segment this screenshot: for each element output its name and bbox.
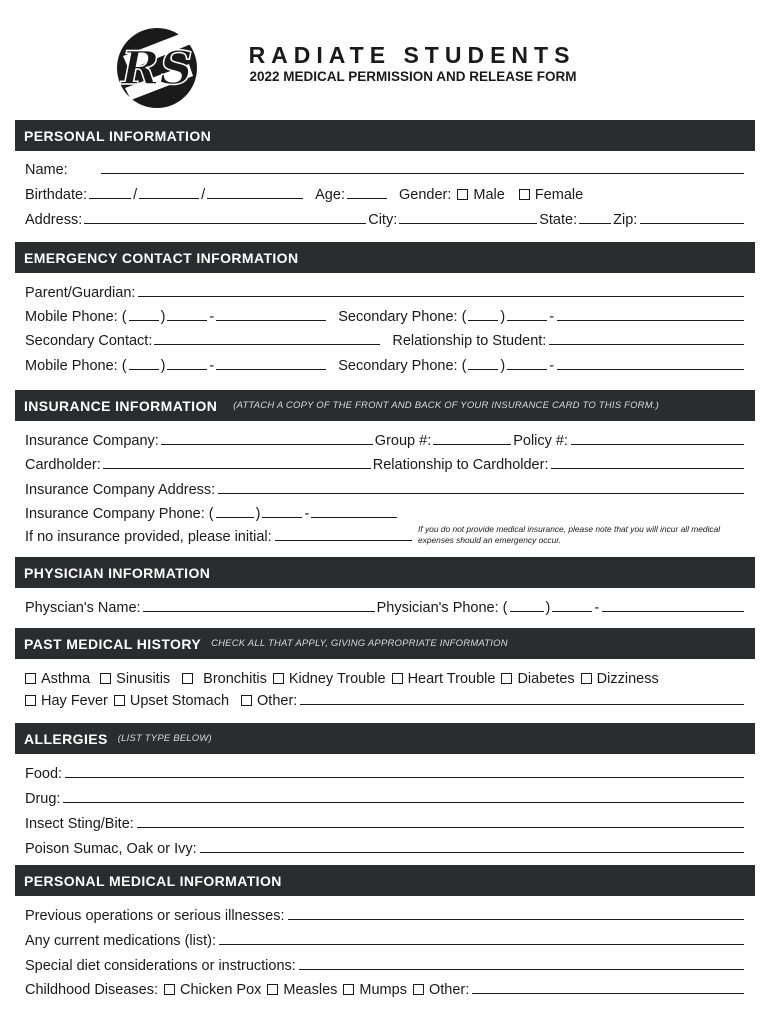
paren-close: ) [500,358,506,374]
section-heading: PERSONAL MEDICAL INFORMATION [24,872,282,889]
other-condition-field[interactable] [300,703,744,705]
dash: - [209,309,215,325]
mobile-phone-label: Mobile Phone: ( [25,309,127,325]
history-row-1 [25,667,747,687]
birth-year-field[interactable] [207,197,303,199]
parent-field[interactable] [138,295,744,297]
disease-label: Mumps [359,982,407,998]
insurance-address-row [25,478,747,498]
section-medical-history [15,628,755,659]
form-header [0,0,770,115]
condition-label: Dizziness [596,671,659,687]
paren-close: ) [500,309,506,325]
other-condition-checkbox[interactable] [241,695,252,706]
condition-label: Kidney Trouble [288,671,386,687]
mobile-phone-label: Mobile Phone: ( [25,358,127,374]
name-label: Name: [25,162,68,178]
physician-name-field[interactable] [143,610,375,612]
diabetes-checkbox[interactable] [501,673,512,684]
section-heading: PERSONAL INFORMATION [24,127,212,144]
history-row-2 [25,689,747,709]
section-insurance [15,390,755,421]
condition-label: Hay Fever [41,693,108,709]
mobile-prefix-field[interactable] [167,368,207,370]
other-label: Other: [428,982,470,998]
insurance-company-row [25,429,747,449]
relationship-student-label: Relationship to Student: [392,333,547,349]
secondary-contact-label: Secondary Contact: [25,333,153,349]
male-label: Male [473,187,505,203]
relationship-student-field[interactable] [549,343,744,345]
secondary-number-field[interactable] [557,368,744,370]
state-label: State: [539,212,578,228]
disease-label: Measles [283,982,338,998]
drug-allergy-row [25,787,747,807]
dizziness-checkbox[interactable] [581,673,592,684]
insurance-area-code-field[interactable] [216,516,254,518]
paren-close: ) [160,358,166,374]
zip-label: Zip: [613,212,638,228]
mobile-prefix-field[interactable] [167,319,207,321]
birth-day-field[interactable] [139,197,199,199]
section-heading: PHYSICIAN INFORMATION [24,564,211,581]
age-field[interactable] [347,197,387,199]
female-label: Female [534,187,584,203]
poison-allergy-row [25,837,747,857]
condition-label: Sinusitis [116,671,171,687]
other-label: Other: [257,693,298,709]
diet-label: Special diet considerations or instructions: [25,958,296,974]
city-label: City: [368,212,398,228]
other-disease-checkbox[interactable] [413,984,424,995]
date-separator: / [201,187,206,203]
disease-label: Chicken Pox [180,982,262,998]
birth-month-field[interactable] [89,197,131,199]
dash: - [304,506,310,522]
section-note: (ATTACH A COPY OF THE FRONT AND BACK OF YOUR INSURANCE CARD TO THIS FORM.) [233,400,660,411]
mobile-number-field[interactable] [216,368,326,370]
section-heading: PAST MEDICAL HISTORY [24,635,202,652]
secondary-phones-row [25,354,747,374]
parent-label: Parent/Guardian: [25,285,136,301]
secondary-prefix-field[interactable] [507,319,547,321]
physician-area-code-field[interactable] [510,610,544,612]
secondary-contact-row [25,329,747,349]
section-note: (LIST TYPE BELOW) [117,733,212,744]
insect-label: Insect Sting/Bite: [25,816,134,832]
insurance-company-label: Insurance Company: [25,433,159,449]
no-insurance-initial-field[interactable] [275,539,412,541]
cardholder-label: Cardholder: [25,457,101,473]
paren-close: ) [545,600,551,616]
cardholder-row [25,453,747,473]
sinusitis-checkbox[interactable] [100,673,111,684]
condition-label: Bronchitis [203,671,267,687]
age-label: Age: [315,187,345,203]
section-heading: INSURANCE INFORMATION [24,397,218,414]
address-row [25,208,747,228]
paren-close: ) [255,506,261,522]
mobile-area-code-field[interactable] [129,319,159,321]
childhood-label: Childhood Diseases: [25,982,158,998]
policy-field[interactable] [571,443,744,445]
physician-row [25,596,747,616]
physician-name-label: Physcian's Name: [25,600,141,616]
kidney-trouble-checkbox[interactable] [273,673,284,684]
food-allergy-field[interactable] [65,776,744,778]
secondary-area-code-field[interactable] [468,319,498,321]
emergency-phones-row [25,305,747,325]
gender-label: Gender: [398,187,452,203]
upset-stomach-checkbox[interactable] [114,695,125,706]
food-allergy-row [25,762,747,782]
secondary-number-field[interactable] [557,319,744,321]
policy-label: Policy #: [513,433,569,449]
date-separator: / [133,187,138,203]
no-insurance-row [25,525,415,545]
group-field[interactable] [433,443,511,445]
cardholder-field[interactable] [103,467,371,469]
city-field[interactable] [399,222,537,224]
condition-label: Asthma [41,671,91,687]
drug-label: Drug: [25,791,61,807]
state-field[interactable] [579,222,611,224]
diet-row [25,954,747,974]
parent-row [25,281,747,301]
operations-field[interactable] [288,918,744,920]
other-disease-field[interactable] [472,992,744,994]
hay-fever-checkbox[interactable] [25,695,36,706]
section-physician [15,557,755,588]
insurance-company-field[interactable] [161,443,373,445]
chicken-pox-checkbox[interactable] [164,984,175,995]
form-title: 2022 MEDICAL PERMISSION AND RELEASE FORM [249,69,577,84]
poison-label: Poison Sumac, Oak or Ivy: [25,841,197,857]
relationship-cardholder-label: Relationship to Cardholder: [372,457,549,473]
dash: - [549,309,555,325]
birthdate-label: Birthdate: [25,187,88,203]
section-personal-medical [15,865,755,896]
section-heading: EMERGENCY CONTACT INFORMATION [24,249,299,266]
insurance-phone-label: Insurance Company Phone: ( [25,506,214,522]
insurance-number-field[interactable] [311,516,397,518]
medications-field[interactable] [219,943,744,945]
operations-label: Previous operations or serious illnesses: [25,908,285,924]
operations-row [25,904,747,924]
no-insurance-label: If no insurance provided, please initial: [25,529,272,545]
zip-field[interactable] [640,222,744,224]
insurance-address-field[interactable] [218,492,744,494]
bronchitis-checkbox[interactable] [182,673,193,684]
condition-label: Upset Stomach [129,693,230,709]
food-label: Food: [25,766,63,782]
address-label: Address: [25,212,83,228]
svg-text:RS: RS [121,41,193,95]
section-heading: ALLERGIES [24,730,108,747]
radiate-students-logo [115,26,199,110]
female-checkbox[interactable] [519,189,530,200]
mobile-number-field[interactable] [216,319,326,321]
secondary-phone-label: Secondary Phone: ( [338,309,467,325]
condition-label: Heart Trouble [407,671,496,687]
drug-allergy-field[interactable] [63,801,744,803]
secondary-area-code-field[interactable] [468,368,498,370]
birthdate-row [25,183,747,203]
secondary-contact-field[interactable] [154,343,380,345]
mumps-checkbox[interactable] [343,984,354,995]
physician-prefix-field[interactable] [552,610,592,612]
address-field[interactable] [84,222,366,224]
asthma-checkbox[interactable] [25,673,36,684]
insect-allergy-row [25,812,747,832]
medications-label: Any current medications (list): [25,933,216,949]
paren-close: ) [160,309,166,325]
insurance-address-label: Insurance Company Address: [25,482,216,498]
relationship-cardholder-field[interactable] [551,467,744,469]
condition-label: Diabetes [517,671,575,687]
physician-phone-label: Physician's Phone: ( [376,600,508,616]
dash: - [209,358,215,374]
mobile-area-code-field[interactable] [129,368,159,370]
physician-number-field[interactable] [602,610,744,612]
dash: - [549,358,555,374]
section-emergency-contact [15,242,755,273]
section-note: CHECK ALL THAT APPLY, GIVING APPROPRIATE INFORMATION [211,638,508,649]
secondary-prefix-field[interactable] [507,368,547,370]
insurance-phone-row [25,502,747,522]
dash: - [594,600,600,616]
diet-field[interactable] [299,968,744,970]
section-allergies [15,723,755,754]
heart-trouble-checkbox[interactable] [392,673,403,684]
name-row [25,158,747,178]
medications-row [25,929,747,949]
insurance-prefix-field[interactable] [262,516,302,518]
name-field[interactable] [101,172,744,174]
poison-allergy-field[interactable] [200,851,744,853]
group-label: Group #: [374,433,432,449]
insect-allergy-field[interactable] [137,826,744,828]
childhood-diseases-row [25,978,747,998]
no-insurance-note: If you do not provide medical insurance, please note that you will incur all medical expenses should an emergency occur. [418,524,721,545]
section-personal-information [15,120,755,151]
brand-name: RADIATE STUDENTS [248,42,576,68]
male-checkbox[interactable] [457,189,468,200]
measles-checkbox[interactable] [267,984,278,995]
secondary-phone-label: Secondary Phone: ( [338,358,467,374]
